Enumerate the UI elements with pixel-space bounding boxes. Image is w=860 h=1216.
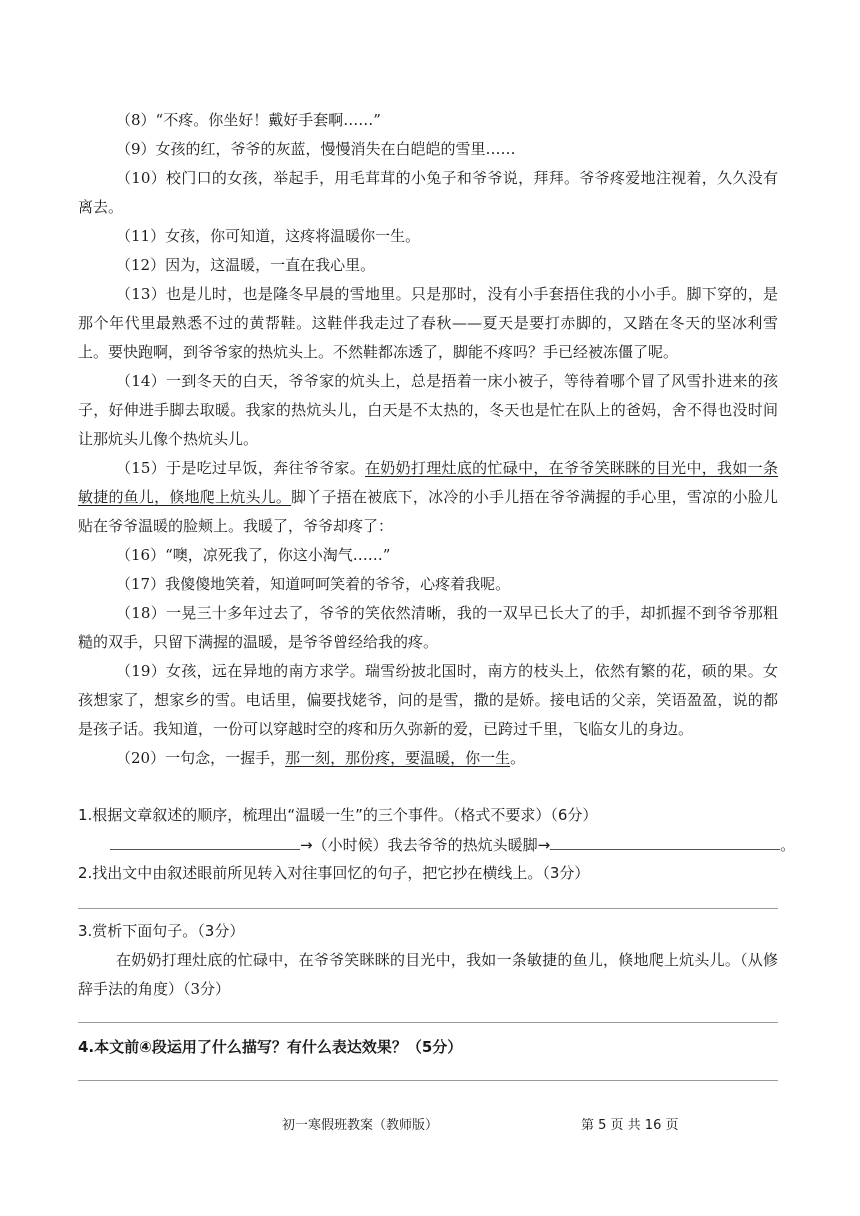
- paragraph-20-underlined-phrase: 那一刻，那份疼，要温暖，你一生: [285, 749, 511, 767]
- question-1-middle-event: （小时候）我去爷爷的热炕头暖脚→: [312, 836, 551, 854]
- paragraph-15-underlined-sentence: 在奶奶打理灶底的忙碌中，在爷爷笑眯眯的目光中，我如一条敏捷的鱼儿，倏地爬上炕头儿。: [78, 459, 778, 506]
- paragraph-16: （16）“噢，凉死我了，你这小淘气……”: [116, 546, 391, 564]
- paragraph-15-lead: （15）于是吃过早饭，奔往爷爷家。: [116, 459, 365, 477]
- paragraph-10: （10）校门口的女孩，举起手，用毛茸茸的小兔子和爷爷说，拜拜。爷爷疼爱地注视着，久久没有离去。: [78, 169, 778, 216]
- question-1: 1.根据文章叙述的顺序，梳理出“温暖一生”的三个事件。（格式不要求）（6分）: [78, 806, 598, 824]
- question-3-quote: 在奶奶打理灶底的忙碌中，在爷爷笑眯眯的目光中，我如一条敏捷的鱼儿，倏地爬上炕头儿。（从修辞手法的角度）（3分）: [78, 951, 778, 998]
- paragraph-20-tail: 。: [510, 749, 526, 767]
- paragraph-18: （18）一晃三十多年过去了，爷爷的笑依然清晰，我的一双早已长大了的手，却抓握不到爷爷那粗糙的双手，只留下满握的温暖，是爷爷曾经给我的疼。: [78, 604, 778, 651]
- answer-line-2[interactable]: [78, 908, 778, 909]
- question-3: 3.赏析下面句子。（3分）: [78, 922, 245, 940]
- question-2: 2.找出文中由叙述眼前所见转入对往事回忆的句子，把它抄在横线上。（3分）: [78, 864, 590, 882]
- paragraph-15-tail: 脚丫子捂在被底下，冰冷的小手儿捂在爷爷满握的手心里，雪凉的小脸儿贴在爷爷温暖的脸颊上。我暖了，爷爷却疼了：: [78, 488, 778, 535]
- answer-blank-2[interactable]: [550, 837, 780, 850]
- paragraph-11: （11）女孩，你可知道，这疼将温暖你一生。: [116, 227, 421, 245]
- answer-blank-1[interactable]: [110, 837, 300, 850]
- paragraph-19: （19）女孩，远在异地的南方求学。瑞雪纷披北国时，南方的枝头上，依然有繁的花，硕的果。女孩想家了，想家乡的雪。电话里，偏要找姥爷，问的是雪，撒的是娇。接电话的父亲，笑语盈盈，说的都是孩子话。我知道，一份可以穿越时空的疼和历久弥新的爱，已跨过千里，飞临女儿的身边。: [78, 662, 778, 738]
- paragraph-9: （9）女孩的红，爷爷的灰蓝，慢慢消失在白皑皑的雪里……: [116, 140, 516, 158]
- paragraph-8: （8）“不疼。你坐好！戴好手套啊……”: [116, 111, 381, 129]
- paragraph-15: [78, 454, 778, 541]
- question-1-end: 。: [780, 836, 796, 854]
- question-4: 4.本文前④段运用了什么描写？有什么表达效果？（5分）: [78, 1038, 463, 1056]
- paragraph-17: （17）我傻傻地笑着，知道呵呵笑着的爷爷，心疼着我呢。: [116, 575, 511, 593]
- paragraph-20: [78, 744, 778, 773]
- arrow-icon: →: [300, 836, 313, 854]
- paragraph-14: （14）一到冬天的白天，爷爷家的炕头上，总是捂着一床小被子，等待着哪个冒了风雪扑进来的孩子，好伸进手脚去取暖。我家的热炕头儿，白天是不太热的，冬天也是忙在队上的爸妈，舍不得也没时间让那炕头儿像个热炕头儿。: [78, 372, 778, 448]
- paragraph-13: （13）也是儿时，也是隆冬早晨的雪地里。只是那时，没有小手套捂住我的小小手。脚下穿的，是那个年代里最熟悉不过的黄帮鞋。这鞋伴我走过了春秋——夏天是要打赤脚的，又踏在冬天的坚冰利雪上。要快跑啊，到爷爷家的热炕头上。不然鞋都冻透了，脚能不疼吗？手已经被冻僵了呢。: [78, 285, 778, 361]
- question-1-fill-row: [110, 834, 795, 855]
- answer-line-4[interactable]: [78, 1080, 778, 1081]
- paragraph-20-lead: （20）一句念，一握手，: [116, 749, 286, 767]
- footer-page-number: 第 5 页 共 16 页: [581, 1118, 679, 1133]
- answer-line-3[interactable]: [78, 1022, 778, 1023]
- footer-title: 初一寒假班教案（教师版）: [282, 1118, 439, 1133]
- paragraph-12: （12）因为，这温暖，一直在我心里。: [116, 256, 376, 274]
